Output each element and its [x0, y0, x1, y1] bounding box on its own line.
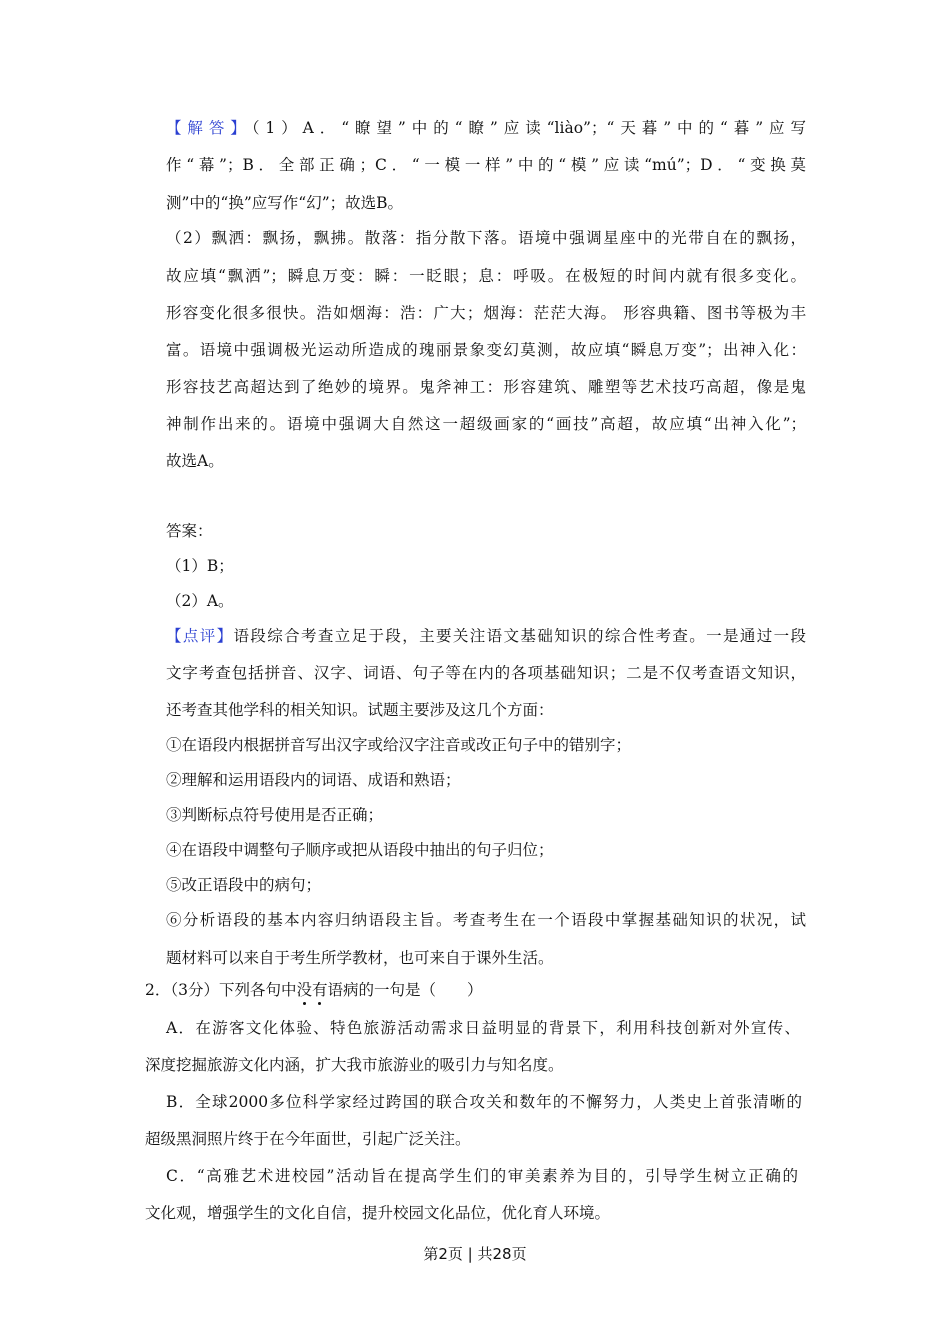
option-c-cont: 文化观，增强学生的文化自信，提升校园文化品位，优化育人环境。: [145, 1204, 611, 1222]
option-a: A．在游客文化体验、特色旅游活动需求日益明显的背景下，利用科技创新对外宣传、: [166, 1019, 800, 1037]
comment-line: 还考查其他学科的相关知识。试题主要涉及这几个方面：: [166, 701, 554, 719]
comment-line: ①在语段内根据拼音写出汉字或给汉字注音或改正句子中的错别字；: [166, 736, 632, 754]
stem-text: 2．（3分）下列各句中: [145, 981, 297, 999]
answer-label: 答案：: [166, 522, 213, 540]
comment-line: ⑤改正语段中的病句；: [166, 876, 322, 894]
answer-item: （1）B；: [166, 557, 234, 575]
option-b: B．全球2000多位科学家经过跨国的联合攻关和数年的不懈努力，人类史上首张清晰的: [166, 1093, 802, 1111]
solution-line: 作“幕”；B．全部正确；C．“一模一样”中的“模”应读“mú”；D．“变换莫: [166, 156, 806, 174]
solution-line: 神制作出来的。语境中强调大自然这一超级画家的“画技”高超，故应填“出神入化”；: [166, 415, 806, 433]
comment-line: 题材料可以来自于考生所学教材，也可来自于课外生活。: [166, 949, 554, 967]
solution-line: 形容变化很多很快。浩如烟海：浩：广大；烟海：茫茫大海。 形容典籍、图书等极为丰: [166, 304, 806, 322]
comment-tag: 【点评】: [166, 627, 234, 645]
comment-line: ②理解和运用语段内的词语、成语和熟语；: [166, 771, 461, 789]
option-b-cont: 超级黑洞照片终于在今年面世，引起广泛关注。: [145, 1130, 471, 1148]
solution-line: 故选A。: [166, 452, 224, 470]
solution-line: 测”中的“换”应写作“幻”；故选B。: [166, 194, 404, 212]
comment-line: ③判断标点符号使用是否正确；: [166, 806, 384, 824]
emphasis-char: 没: [296, 981, 312, 999]
comment-line: ⑥分析语段的基本内容归纳语段主旨。考查考生在一个语段中掌握基础知识的状况，试: [166, 911, 806, 929]
solution-line: 富。语境中强调极光运动所造成的瑰丽景象变幻莫测，故应填“瞬息万变”；出神入化：: [166, 341, 806, 359]
comment-text: 语段综合考查立足于段，主要关注语文基础知识的综合性考查。一是通过一段: [233, 627, 806, 645]
answer-item: （2）A。: [166, 592, 234, 610]
option-c: C．“高雅艺术进校园”活动旨在提高学生们的审美素养为目的，引导学生树立正确的: [166, 1167, 798, 1185]
stem-text: 语病的一句是（ ）: [327, 981, 483, 999]
question-stem: [145, 979, 805, 1001]
solution-line: [166, 117, 806, 139]
comment-line: [166, 625, 806, 647]
solution-line: 故应填“飘洒”；瞬息万变：瞬：一眨眼；息：呼吸。在极短的时间内就有很多变化。: [166, 267, 806, 285]
solution-line: （2）飘洒：飘扬，飘拂。散落：指分散下落。语境中强调星座中的光带自在的飘扬，: [166, 229, 806, 247]
solution-tag: 【解答】: [166, 119, 252, 137]
solution-text: （1）A．“瞭望”中的“瞭”应读“liào”；“天暮”中的“暮”应写: [251, 119, 806, 137]
comment-line: ④在语段中调整句子顺序或把从语段中抽出的句子归位；: [166, 841, 554, 859]
page-footer: 第2页 | 共28页: [423, 1245, 527, 1263]
comment-line: 文字考查包括拼音、汉字、词语、句子等在内的各项基础知识；二是不仅考查语文知识，: [166, 664, 806, 682]
emphasis-char: 有: [312, 981, 328, 999]
solution-line: 形容技艺高超达到了绝妙的境界。鬼斧神工：形容建筑、雕塑等艺术技巧高超，像是鬼: [166, 378, 806, 396]
option-a-cont: 深度挖掘旅游文化内涵，扩大我市旅游业的吸引力与知名度。: [145, 1056, 564, 1074]
